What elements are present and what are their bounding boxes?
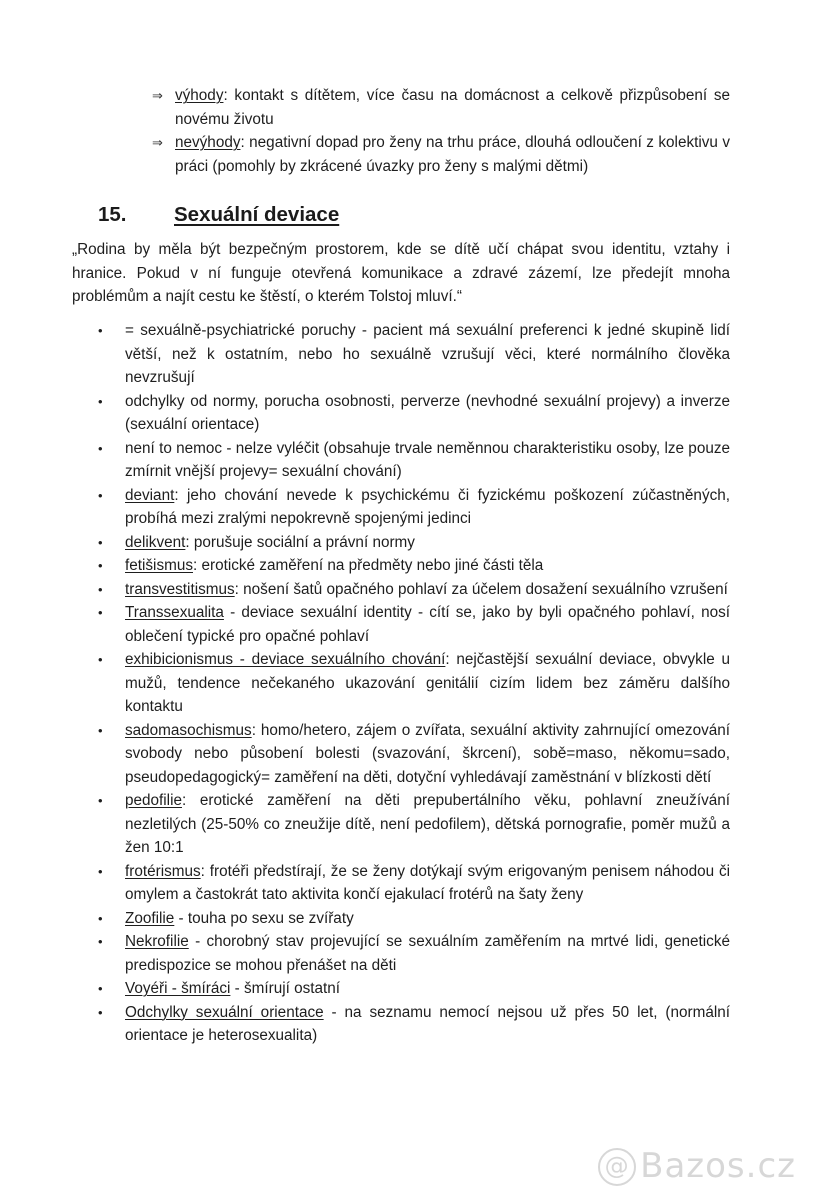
description: - touha po sexu se zvířaty — [174, 909, 354, 927]
description: není to nemoc - nelze vyléčit (obsahuje trvale neměnnou charakteristiku osoby, lze pouze zmírnit vnější projevy= sexuální chování) — [125, 439, 730, 480]
bullet-icon: • — [98, 981, 103, 996]
bullet-icon: • — [98, 910, 103, 926]
description: : kontakt s dítětem, více času na domácnost a celkově přizpůsobení se novému životu — [175, 87, 730, 128]
description: = sexuálně-psychiatrické poruchy - pacient má sexuální preferenci k jedné skupině lidí větší, než k ostatním, nebo ho sexuálně vzrušují věci, které normálního člověka nevzrušují — [125, 322, 730, 386]
description: : jeho chování nevede k psychickému či fyzickému poškození zúčastněných, probíhá mezi zralými nepokrevně spojenými jedinci — [125, 486, 730, 527]
bullet-item — [98, 789, 730, 860]
bullet-item — [98, 648, 730, 719]
bullet-item — [98, 319, 730, 390]
description: : negativní dopad pro ženy na trhu práce, dlouhá odloučení z kolektivu v práci (pomohly by zkrácené úvazky pro ženy s malými dětmi) — [175, 134, 730, 175]
bullet-icon: • — [98, 534, 103, 550]
bullet-icon: • — [98, 863, 103, 879]
term: Nekrofilie — [125, 933, 189, 950]
term: nevýhody — [175, 134, 241, 151]
term: pedofilie — [125, 792, 182, 809]
description: : homo/hetero, zájem o zvířata, sexuální aktivity zahrnující omezování svobody nebo působení bolesti (svazování, škrcení), sobě=maso, někomu=sado, pseudopedagogický= zaměření na děti, dotyční vyhledávají zaměstnání v blízkosti dětí — [125, 721, 730, 786]
arrow-item — [152, 84, 730, 131]
bullet-icon: • — [98, 393, 103, 409]
bullet-icon: • — [98, 487, 103, 503]
bullet-item — [98, 601, 730, 648]
bullet-icon: • — [98, 934, 103, 949]
section-number: 15. — [98, 203, 127, 226]
description: : frotéři předstírají, že se ženy dotýkají svým erigovaným penisem náhodou či omylem a častokrát tato aktivita končí ejakulací frotérů na šaty ženy — [125, 862, 730, 903]
at-icon: @ — [598, 1148, 636, 1186]
bullet-item — [98, 719, 730, 790]
term: frotérismus — [125, 862, 201, 880]
term: Zoofilie — [125, 909, 175, 927]
bullet-item — [98, 907, 730, 931]
bullet-icon: • — [98, 605, 103, 620]
term: výhody — [175, 87, 224, 104]
bullet-item — [98, 531, 730, 555]
bullet-item — [98, 390, 730, 437]
bullet-item — [98, 484, 730, 531]
watermark-text: Bazos.cz — [640, 1145, 796, 1186]
description: odchylky od normy, porucha osobnosti, perverze (nevhodné sexuální projevy) a inverze (sexuální orientace) — [125, 392, 730, 433]
term: fetišismus — [125, 557, 193, 574]
section-heading — [98, 203, 339, 227]
bullet-item — [98, 860, 730, 907]
bullet-list — [98, 319, 730, 1048]
description: : porušuje sociální a právní normy — [185, 533, 415, 551]
double-arrow-icon: ⇒ — [152, 88, 163, 103]
bullet-item — [98, 930, 730, 977]
watermark — [598, 1146, 796, 1187]
bullet-icon: • — [98, 440, 103, 456]
bullet-item — [98, 1001, 730, 1048]
bullet-icon: • — [98, 1004, 103, 1020]
bullet-icon: • — [98, 652, 103, 667]
description: - šmírují ostatní — [230, 980, 341, 997]
bullet-icon: • — [98, 558, 103, 573]
arrow-list — [152, 84, 730, 178]
term: Odchylky sexuální orientace — [125, 1003, 324, 1021]
term: exhibicionismus - deviace sexuálního chování — [125, 651, 446, 668]
section-title: Sexuální deviace — [174, 203, 340, 226]
term: delikvent — [125, 533, 186, 551]
term: deviant — [125, 486, 175, 504]
intro-quote: „Rodina by měla být bezpečným prostorem, kde se dítě učí chápat svou identitu, vztahy i hranice. Pokud v ní funguje otevřená komunikace a zdravé zázemí, lze předejít mnoha problémům a najít cestu ke štěstí, o kterém Tolstoj mluví.“ — [72, 241, 730, 305]
bullet-item — [98, 977, 730, 1001]
term: Voyéři - šmíráci — [125, 980, 231, 997]
description: - chorobný stav projevující se sexuálním zaměřením na mrtvé lidi, genetické predispozice se mohou přenášet na děti — [125, 933, 730, 974]
bullet-icon: • — [98, 323, 103, 338]
double-arrow-icon: ⇒ — [152, 135, 163, 150]
description: - deviace sexuální identity - cítí se, jako by byli opačného pohlaví, nosí oblečení typické pro opačné pohlaví — [125, 604, 730, 645]
bullet-icon: • — [98, 722, 103, 738]
description: : nošení šatů opačného pohlaví za účelem dosažení sexuálního vzrušení — [234, 580, 728, 598]
description: : erotické zaměření na děti prepubertálního věku, pohlavní zneužívání nezletilých (25-50% co zneužije dítě, není pedofilem), dětská pornografie, poměr mužů a žen 10:1 — [125, 792, 730, 856]
bullet-item — [98, 554, 730, 578]
bullet-item — [98, 437, 730, 484]
bullet-item — [98, 578, 730, 602]
bullet-icon: • — [98, 581, 103, 597]
term: transvestitismus — [125, 580, 235, 598]
arrow-item — [152, 131, 730, 178]
description: : erotické zaměření na předměty nebo jiné části těla — [193, 557, 544, 574]
term: Transsexualita — [125, 604, 224, 621]
bullet-icon: • — [98, 793, 103, 808]
description: : nejčastější sexuální deviace, obvykle u mužů, tendence nečekaného ukazování genitálií cizím lidem bez záměru dalšího kontaktu — [125, 651, 730, 715]
description: - na seznamu nemocí nejsou už přes 50 let, (normální orientace je heterosexualita) — [125, 1003, 731, 1044]
term: sadomasochismus — [125, 721, 252, 739]
